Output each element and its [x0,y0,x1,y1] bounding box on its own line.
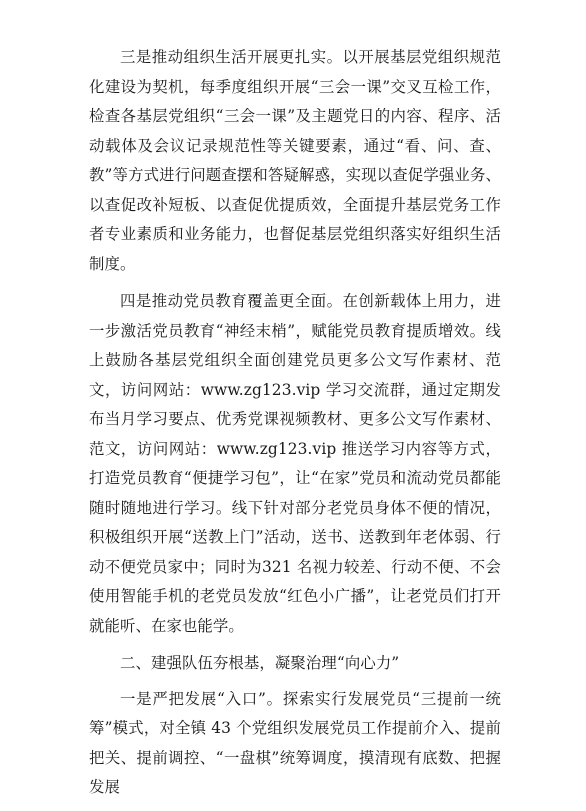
paragraph-party-education: 四是推动党员教育覆盖更全面。在创新载体上用力，进一步激活党员教育“神经末梢”，赋能党员教育提质增效。线上鼓励各基层党组织全面创建党员更多公文写作素材、范文，访问网站：www.zg123.vip 学习交流群，通过定期发布当月学习要点、优秀党课视频教材、更多公文写作素材、范文，访问网站：www.zg123.vip 推送学习内容等方式，打造党员教育“便捷学习包”，让“在家”党员和流动党员都能随时随地进行学习。线下针对部分老党员身体不便的情况，积极组织开展“送教上门”活动，送书、送教到年老体弱、行动不便党员家中；同时为321 名视力较差、行动不便、不会使用智能手机的老党员发放“红色小广播”，让老党员们打开就能听、在家也能学。 [89,292,501,635]
paragraph-party-development: 一是严把发展“入口”。探索实行发展党员“三提前一统筹”模式，对全镇 43 个党组织发展党员工作提前介入、提前把关、提前调控、“一盘棋”统筹调度，摸清现有底数、把握发展 [89,689,501,796]
paragraph-organization-life: 三是推动组织生活开展更扎实。以开展基层党组织规范化建设为契机，每季度组织开展“三会一课”交叉互检工作，检查各基层党组织“三会一课”及主题党日的内容、程序、活动载体及会议记录规范性等关键要素，通过“看、问、查、教”等方式进行问题查摆和答疑解惑，实现以查促学强业务、以查促改补短板、以查促优提质效，全面提升基层党务工作者专业素质和业务能力，也督促基层党组织落实好组织生活制度。 [89,48,501,273]
section-heading: 二、建强队伍夯根基，凝聚治理“向心力” [120,654,400,672]
document-body [89,43,501,811]
